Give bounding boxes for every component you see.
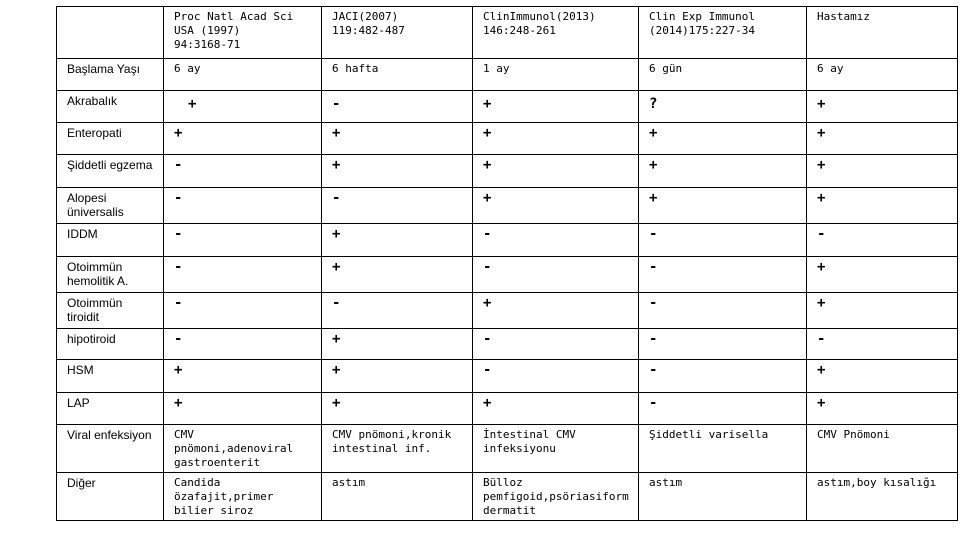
table-cell: Candida özafajit,primer bilier siroz [164, 473, 322, 521]
table-cell: - [164, 188, 322, 224]
table-cell: + [322, 123, 473, 155]
table-row [57, 257, 958, 293]
table-cell: - [164, 224, 322, 257]
table-row [57, 123, 958, 155]
table-cell: Şiddetli varisella [639, 425, 807, 473]
table-cell: - [639, 293, 807, 329]
table-cell: + [164, 393, 322, 425]
table-cell: - [473, 224, 639, 257]
table-cell: + [639, 188, 807, 224]
table-cell: - [807, 224, 958, 257]
table-cell: + [639, 123, 807, 155]
row-label: LAP [57, 393, 164, 425]
header-cell-hastamiz: Hastamız [807, 7, 958, 59]
table-cell: + [807, 188, 958, 224]
row-label: Şiddetli egzema [57, 155, 164, 188]
table-cell: + [807, 360, 958, 393]
row-label: Alopesi üniversalis [57, 188, 164, 224]
header-cell-clinimmunol: ClinImmunol(2013) 146:248-261 [473, 7, 639, 59]
table-cell: - [807, 329, 958, 360]
row-label: hipotiroid [57, 329, 164, 360]
table-row [57, 360, 958, 393]
table-row [57, 293, 958, 329]
table-cell: astım [322, 473, 473, 521]
table-cell: + [164, 123, 322, 155]
table-cell: - [639, 360, 807, 393]
table-row [57, 329, 958, 360]
table-cell: - [164, 155, 322, 188]
table-cell: CMV pnömoni,adenoviral gastroenterit [164, 425, 322, 473]
table-cell: 6 hafta [322, 59, 473, 91]
row-label: Viral enfeksiyon [57, 425, 164, 473]
row-label: Enteropati [57, 123, 164, 155]
comparison-table [56, 6, 958, 521]
table-row [57, 393, 958, 425]
table-cell: + [473, 123, 639, 155]
header-cell-empty [57, 7, 164, 59]
table-cell: - [639, 257, 807, 293]
table-cell: Bülloz pemfigoid,psöriasiform dermatit [473, 473, 639, 521]
table-cell: + [807, 393, 958, 425]
table-cell: - [322, 91, 473, 123]
table-row [57, 224, 958, 257]
table-cell: - [473, 360, 639, 393]
row-label: Diğer [57, 473, 164, 521]
table-cell: - [322, 293, 473, 329]
table-cell: + [807, 155, 958, 188]
table-cell: İntestinal CMV infeksiyonu [473, 425, 639, 473]
table-cell: 6 gün [639, 59, 807, 91]
table-row [57, 59, 958, 91]
header-cell-clin-exp-immunol: Clin Exp Immunol (2014)175:227-34 [639, 7, 807, 59]
table-cell: 6 ay [164, 59, 322, 91]
table-cell: + [322, 360, 473, 393]
table-cell: 6 ay [807, 59, 958, 91]
table-cell: - [639, 329, 807, 360]
table-cell: + [807, 123, 958, 155]
table-cell: + [322, 155, 473, 188]
table-cell: + [322, 329, 473, 360]
table-cell: + [807, 293, 958, 329]
table-cell: - [164, 293, 322, 329]
table-cell: + [322, 393, 473, 425]
table-cell: ? [639, 91, 807, 123]
table-cell: CMV Pnömoni [807, 425, 958, 473]
header-cell-pnas: Proc Natl Acad Sci USA (1997) 94:3168-71 [164, 7, 322, 59]
row-label: HSM [57, 360, 164, 393]
table-row [57, 91, 958, 123]
table-cell: - [473, 329, 639, 360]
table-cell: - [164, 257, 322, 293]
table-cell: + [164, 91, 322, 123]
table-cell: + [473, 293, 639, 329]
table-row [57, 425, 958, 473]
table-cell: + [807, 257, 958, 293]
table-cell: + [473, 91, 639, 123]
table-row [57, 188, 958, 224]
table-cell: + [639, 155, 807, 188]
header-cell-jaci: JACI(2007) 119:482-487 [322, 7, 473, 59]
table-cell: - [322, 188, 473, 224]
table-cell: - [473, 257, 639, 293]
table-cell: + [807, 91, 958, 123]
table-cell: + [322, 224, 473, 257]
table-cell: + [473, 393, 639, 425]
table-cell: CMV pnömoni,kronik intestinal inf. [322, 425, 473, 473]
table-cell: astım,boy kısalığı [807, 473, 958, 521]
row-label: Otoimmün tiroidit [57, 293, 164, 329]
row-label: Başlama Yaşı [57, 59, 164, 91]
table-row [57, 155, 958, 188]
table-cell: + [322, 257, 473, 293]
table-cell: + [473, 155, 639, 188]
row-label: Otoimmün hemolitik A. [57, 257, 164, 293]
table-cell: - [639, 393, 807, 425]
table-cell: + [164, 360, 322, 393]
table-cell: - [639, 224, 807, 257]
row-label: IDDM [57, 224, 164, 257]
table-cell: 1 ay [473, 59, 639, 91]
table-row [57, 473, 958, 521]
row-label: Akrabalık [57, 91, 164, 123]
table-cell: astım [639, 473, 807, 521]
table-cell: + [473, 188, 639, 224]
table-cell: - [164, 329, 322, 360]
table-header-row [57, 7, 958, 59]
